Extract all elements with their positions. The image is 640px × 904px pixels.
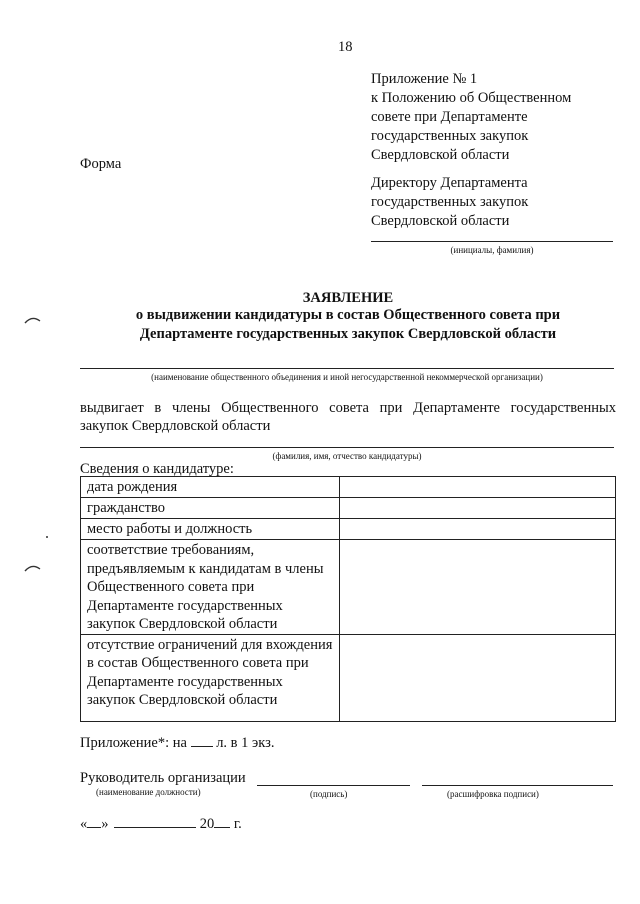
appendix-line: к Положению об Общественном — [371, 90, 572, 106]
table-title: Сведения о кандидатуре: — [80, 461, 234, 477]
form-label: Форма — [80, 156, 122, 172]
row-value-field[interactable] — [340, 519, 616, 540]
document-subtitle-line1: о выдвижении кандидатуры в состав Общественного совета при — [135, 307, 561, 323]
appendix-line: государственных закупок — [371, 128, 529, 144]
table-row — [81, 498, 616, 519]
appendix-line: совете при Департаменте — [371, 109, 528, 125]
organization-caption: (наименование общественного объединения и иной негосударственной некоммерческой организации) — [151, 372, 543, 382]
row-label: место работы и должность — [81, 519, 340, 540]
candidate-name-line[interactable] — [80, 447, 614, 448]
nominates-line1: выдвигает в члены Общественного совета при Департаменте государственных — [80, 400, 616, 416]
attachment-prefix: Приложение*: на — [80, 735, 187, 751]
appendix-line: Приложение № 1 — [371, 71, 478, 87]
candidate-caption: (фамилия, имя, отчество кандидатуры) — [272, 451, 422, 461]
table-row — [81, 540, 616, 635]
row-label: отсутствие ограничений для вхождения в состав Общественного совета при Департаменте государственных закупок Свердловской области — [81, 634, 340, 721]
row-label: дата рождения — [81, 477, 340, 498]
scan-mark-decoration — [24, 563, 42, 573]
addressee-block — [371, 174, 611, 231]
caption-sign: (подпись) — [310, 789, 348, 799]
document-title: ЗАЯВЛЕНИЕ — [302, 290, 394, 306]
organization-name-line[interactable] — [80, 368, 614, 369]
position-field[interactable] — [257, 785, 410, 786]
attachment-suffix: л. в 1 экз. — [216, 735, 275, 751]
row-value-field[interactable] — [340, 477, 616, 498]
decode-field[interactable] — [422, 785, 613, 786]
row-value-field[interactable] — [340, 540, 616, 635]
caption-position: (наименование должности) — [96, 787, 201, 797]
appendix-block — [371, 70, 611, 165]
nominates-line2: закупок Свердловской области — [80, 418, 271, 434]
row-value-field[interactable] — [340, 634, 616, 721]
attachment-pages-field[interactable] — [191, 734, 213, 747]
date-day-field[interactable] — [87, 815, 101, 828]
signature-label: Руководитель организации — [80, 770, 246, 786]
document-subtitle-line2: Департаменте государственных закупок Свердловской области — [139, 326, 557, 342]
appendix-line: Свердловской области — [371, 147, 510, 163]
row-value-field[interactable] — [340, 498, 616, 519]
addressee-line: Свердловской области — [371, 213, 510, 229]
date-quote-open: « — [80, 816, 88, 832]
row-label: соответствие требованиям, предъявляемым к кандидатам в члены Общественного совета при Департаменте государственных закупок Свердловской области — [81, 540, 340, 635]
addressee-line: государственных закупок — [371, 194, 529, 210]
date-month-field[interactable] — [114, 815, 196, 828]
candidate-info-table — [80, 476, 616, 722]
caption-decode: (расшифровка подписи) — [447, 789, 539, 799]
date-line — [80, 815, 242, 834]
scan-mark-decoration — [24, 315, 42, 325]
addressee-signature-line[interactable] — [371, 241, 613, 242]
table-row — [81, 634, 616, 721]
date-quote-close: » — [101, 816, 109, 832]
date-year-field[interactable] — [214, 815, 230, 828]
date-suffix: г. — [233, 816, 242, 832]
scan-dot-decoration — [44, 534, 50, 540]
table-row — [81, 477, 616, 498]
addressee-line: Директору Департамента — [371, 175, 528, 191]
page-number: 18 — [338, 39, 353, 55]
attachment-line — [80, 734, 274, 753]
table-row — [81, 519, 616, 540]
row-label: гражданство — [81, 498, 340, 519]
date-year-prefix: 20 — [199, 816, 215, 832]
addressee-caption: (инициалы, фамилия) — [450, 245, 534, 255]
